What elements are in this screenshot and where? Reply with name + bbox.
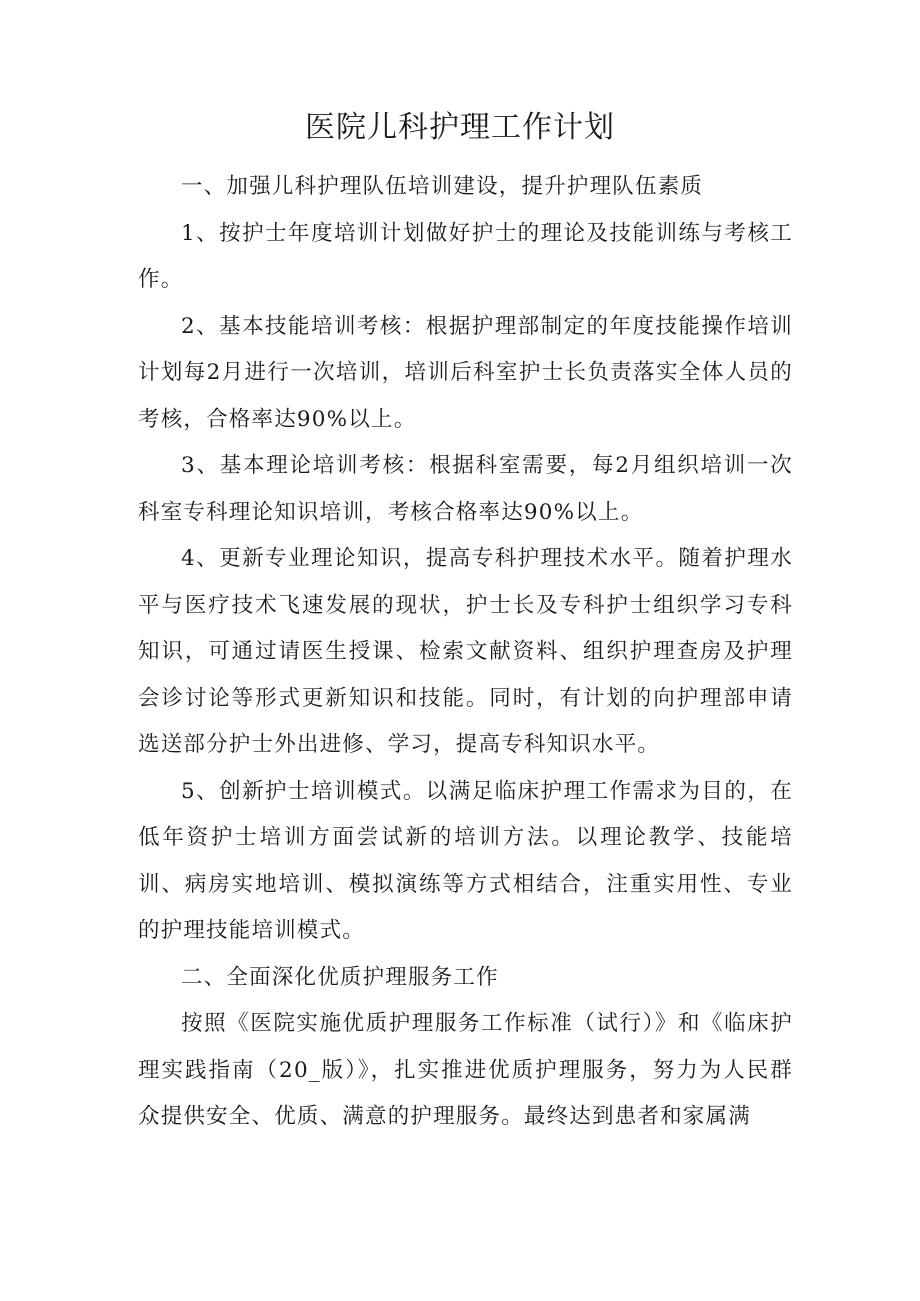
paragraph-item-3: 3、基本理论培训考核：根据科室需要，每2月组织培训一次科室专科理论知识培训，考核合格率达90%以上。 bbox=[138, 453, 793, 525]
section-heading-1: 一、加强儿科护理队伍培训建设，提升护理队伍素质 bbox=[181, 174, 704, 199]
document-title: 医院儿科护理工作计划 bbox=[305, 110, 615, 145]
paragraph-item-1: 1、按护士年度培训计划做好护士的理论及技能训练与考核工作。 bbox=[138, 220, 793, 292]
paragraph-item-4: 4、更新专业理论知识，提高专科护理技术水平。随着护理水平与医疗技术飞速发展的现状，护士长及专科护士组织学习专科知识，可通过请医生授课、检索文献资料、组织护理查房及护理会诊讨论等形式更新知识和技能。同时，有计划的向护理部申请选送部分护士外出进修、学习，提高专科知识水平。 bbox=[138, 546, 793, 757]
paragraph-item-5: 5、创新护士培训模式。以满足临床护理工作需求为目的，在低年资护士培训方面尝试新的培训方法。以理论教学、技能培训、病房实地培训、模拟演练等方式相结合，注重实用性、专业的护理技能培训模式。 bbox=[138, 778, 793, 943]
section-heading-2: 二、全面深化优质护理服务工作 bbox=[181, 964, 499, 990]
paragraph-item-2: 2、基本技能培训考核：根据护理部制定的年度技能操作培训计划每2月进行一次培训，培训后科室护士长负责落实全体人员的考核，合格率达90%以上。 bbox=[138, 313, 793, 432]
paragraph-body: 按照《医院实施优质护理服务工作标准（试行）》和《临床护理实践指南（20_版）》，扎实推进优质护理服务，努力为人民群众提供安全、优质、满意的护理服务。最终达到患者和家属满 bbox=[138, 1011, 793, 1129]
document-body bbox=[138, 164, 793, 1141]
